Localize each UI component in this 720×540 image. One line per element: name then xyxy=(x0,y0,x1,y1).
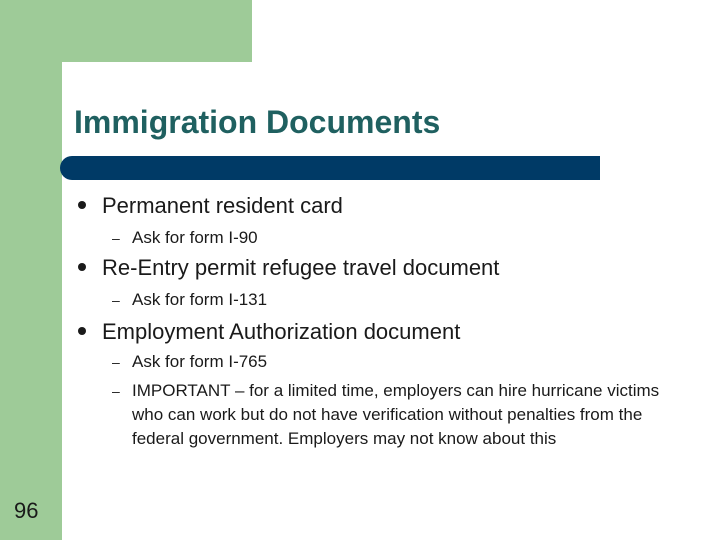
bullet-item xyxy=(102,193,343,219)
bullet-dot-icon xyxy=(78,201,86,209)
sub-bullet-item xyxy=(112,350,672,374)
dash-icon: – xyxy=(112,230,120,246)
dash-icon: – xyxy=(112,383,120,399)
bullet-item xyxy=(102,255,499,281)
sub-bullet-item xyxy=(112,288,652,312)
sub-bullet-item xyxy=(112,379,672,451)
bullet-item xyxy=(102,319,460,345)
bullet-text: Employment Authorization document xyxy=(102,319,461,344)
bullet-text: Permanent resident card xyxy=(102,193,343,218)
slide-title: Immigration Documents xyxy=(74,104,441,140)
sub-bullet-text: Ask for form I-90 xyxy=(132,228,258,247)
dash-icon: – xyxy=(112,354,120,370)
bullet-dot-icon xyxy=(78,263,86,271)
bullet-text: Re-Entry permit refugee travel document xyxy=(102,255,500,280)
sub-bullet-text: Ask for form I-765 xyxy=(132,352,268,371)
sub-bullet-text: Ask for form I-131 xyxy=(132,290,268,309)
sub-bullet-item xyxy=(112,226,652,250)
dash-icon: – xyxy=(112,292,120,308)
sub-bullet-text: IMPORTANT – for a limited time, employers can hire hurricane victims who can work but do not have verification without penalties from the federal government. Employers may not know about this xyxy=(132,381,660,448)
slide-number: 96 xyxy=(14,498,39,523)
bullet-dot-icon xyxy=(78,327,86,335)
